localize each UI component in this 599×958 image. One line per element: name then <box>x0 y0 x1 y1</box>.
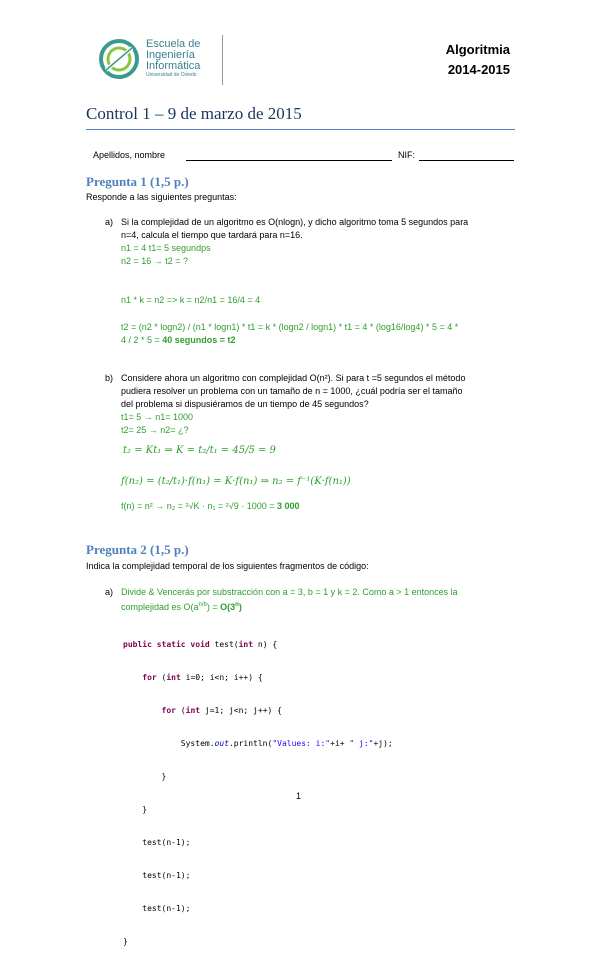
code-line: } <box>123 937 128 946</box>
q1-a-ans5: 4 / 2 * 5 = <box>121 335 163 345</box>
header <box>0 0 599 100</box>
q1-a-text1: Si la complejidad de un algoritmo es O(nlogn), y dicho algoritmo toma 5 segundos para <box>121 217 469 227</box>
q1-heading: Pregunta 1 (1,5 p.) <box>86 174 189 189</box>
q2-a-ans2-mid: ) = <box>206 602 221 612</box>
q1-b-eq1: t₂ = Kt₁ ⇒ K = t₂/t₁ = 45/5 = 9 <box>123 445 276 456</box>
q1-a-ans1: n1 = 4 t1= 5 segundps <box>121 243 211 253</box>
school-logo-icon <box>98 38 140 80</box>
q2-a-result: O(3 <box>220 602 236 612</box>
code-line: } <box>123 772 167 781</box>
title-underline <box>86 129 515 130</box>
q1-b-ans2: t2= 25 → n2= ¿? <box>121 425 189 435</box>
q1-a-ans2: n2 = 16 → t2 = ? <box>121 256 189 266</box>
q2-heading: Pregunta 2 (1,5 p.) <box>86 542 189 557</box>
q2-a-ans2: complejidad es O(a <box>121 602 199 612</box>
code-line: for (int j=1; j<n; j++) { <box>161 706 282 715</box>
course-name: Algoritmia <box>445 42 510 57</box>
q1-a-ans4: t2 = (n2 * logn2) / (n1 * logn1) * t1 = k * (logn2 / logn1) * t1 = 4 * (log16/log4) * 5 = 4 * <box>121 322 459 332</box>
q1-b-text2: pudiera resolver un problema con un tamaño de n = 1000, ¿cuál podría ser el tamaño <box>121 386 463 396</box>
q2-a-marker: a) <box>105 587 114 597</box>
q1-b-eq3: f(n) = n² → n₂ = ²√K · n₁ = ²√9 · 1000 = <box>121 501 277 511</box>
code-line: test(n-1); <box>123 904 191 913</box>
code-block <box>123 617 423 958</box>
q2-a-ans1: Divide & Vencerás por substracción con a = 3, b = 1 y k = 2. Como a > 1 entonces la <box>121 587 458 597</box>
q1-b-result: 3 000 <box>276 501 300 511</box>
nif-field[interactable] <box>419 160 514 161</box>
q1-a-ans3: n1 * k = n2 => k = n2/n1 = 16/4 = 4 <box>121 295 261 305</box>
name-label: Apellidos, nombre <box>93 150 166 160</box>
code-line: test(n-1); <box>123 871 191 880</box>
logo-line3: Informática <box>146 60 201 72</box>
q2-intro: Indica la complejidad temporal de los siguientes fragmentos de código: <box>86 561 369 571</box>
q1-a-marker: a) <box>105 217 114 227</box>
code-line: for (int i=0; i<n; i++) { <box>142 673 263 682</box>
page-number: 1 <box>296 791 302 801</box>
q1-b-ans1: t1= 5 → n1= 1000 <box>121 412 194 422</box>
logo-line4: Universidad de Oviedo <box>146 72 197 78</box>
q1-a-text2: n=4, calcula el tiempo que tardará para n=16. <box>121 230 303 240</box>
code-line: test(n-1); <box>123 838 191 847</box>
nif-label: NIF: <box>398 150 415 160</box>
course-year: 2014-2015 <box>447 62 510 77</box>
q1-b-eq2: f(n₂) = (t₂/t₁)·f(n₁) = K·f(n₁) ⇒ n₂ = f⁻¹(K·f(n₁)) <box>121 476 351 487</box>
logo-line2: Ingeniería <box>146 49 195 61</box>
q1-b-text1: Considere ahora un algoritmo con complejidad O(n²). Si para t =5 segundos el método <box>121 373 466 383</box>
page-title: Control 1 – 9 de marzo de 2015 <box>86 104 302 123</box>
q2-a-exp: n/b <box>198 602 207 608</box>
q1-a-result: 40 segundos = t2 <box>162 335 236 345</box>
q1-intro: Responde a las siguientes preguntas: <box>86 192 237 202</box>
code-line: System.out.println("Values: i:"+i+ " j:"+j); <box>123 739 393 748</box>
q2-a-result-exp: n <box>235 602 239 608</box>
q2-a-result-end: ) <box>238 602 242 612</box>
header-divider <box>222 35 223 85</box>
q1-b-marker: b) <box>105 373 114 383</box>
logo-line1: Escuela de <box>146 38 201 50</box>
code-line: public static void test(int n) { <box>123 640 278 649</box>
code-line: } <box>123 805 148 814</box>
name-field[interactable] <box>186 160 392 161</box>
q1-b-text3: del problema si dispusiéramos de un tiempo de 45 segundos? <box>121 399 369 409</box>
